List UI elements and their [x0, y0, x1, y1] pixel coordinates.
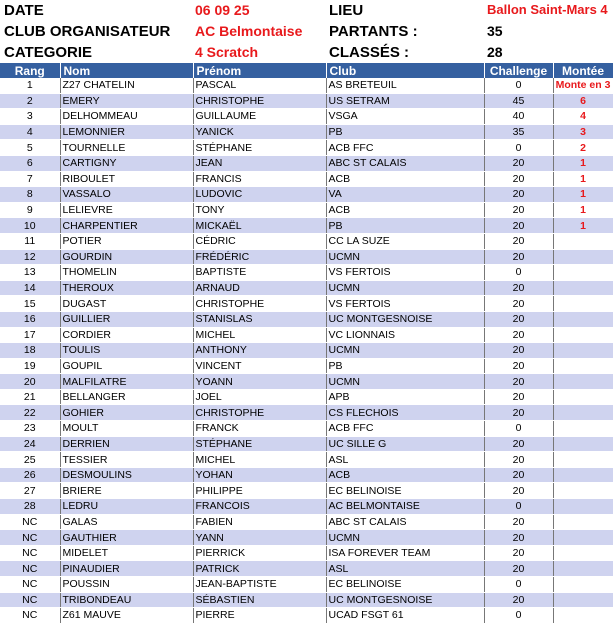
- header-row-category: [0, 44, 613, 65]
- cell-first-name: LUDOVIC: [193, 187, 326, 203]
- cell-club: ACB FFC: [326, 421, 484, 437]
- category-value: 4 Scratch: [195, 44, 259, 60]
- cell-first-name: FRANCOIS: [193, 499, 326, 515]
- cell-first-name: JEAN: [193, 155, 326, 171]
- cell-last-name: THEROUX: [60, 280, 193, 296]
- cell-last-name: GOUPIL: [60, 358, 193, 374]
- cell-first-name: VINCENT: [193, 358, 326, 374]
- cell-montee: [553, 296, 613, 312]
- table-row: [0, 140, 613, 156]
- cell-last-name: EMERY: [60, 93, 193, 109]
- cell-challenge: 20: [484, 171, 553, 187]
- cell-club: AC BELMONTAISE: [326, 499, 484, 515]
- cell-challenge: 0: [484, 499, 553, 515]
- cell-last-name: BELLANGER: [60, 389, 193, 405]
- cell-challenge: 0: [484, 421, 553, 437]
- cell-first-name: CHRISTOPHE: [193, 93, 326, 109]
- cell-first-name: SÉBASTIEN: [193, 592, 326, 608]
- cell-first-name: MICKAËL: [193, 218, 326, 234]
- cell-montee: 1: [553, 171, 613, 187]
- cell-club: CS FLECHOIS: [326, 405, 484, 421]
- cell-club: VS FERTOIS: [326, 265, 484, 281]
- cell-rank: 17: [0, 327, 60, 343]
- cell-challenge: 20: [484, 218, 553, 234]
- cell-last-name: TRIBONDEAU: [60, 592, 193, 608]
- cell-rank: 4: [0, 124, 60, 140]
- cell-montee: [553, 343, 613, 359]
- cell-first-name: JOEL: [193, 389, 326, 405]
- table-row: [0, 405, 613, 421]
- cell-montee: [553, 514, 613, 530]
- cell-challenge: 20: [484, 233, 553, 249]
- table-row: [0, 608, 613, 624]
- cell-challenge: 20: [484, 467, 553, 483]
- cell-last-name: GUILLIER: [60, 311, 193, 327]
- cell-rank: 1: [0, 78, 60, 93]
- cell-rank: 10: [0, 218, 60, 234]
- cell-montee: 4: [553, 109, 613, 125]
- cell-last-name: POTIER: [60, 233, 193, 249]
- cell-montee: [553, 499, 613, 515]
- cell-challenge: 20: [484, 452, 553, 468]
- cell-first-name: CÉDRIC: [193, 233, 326, 249]
- cell-club: ABC ST CALAIS: [326, 155, 484, 171]
- table-row: [0, 421, 613, 437]
- column-header-challenge: Challenge: [484, 63, 553, 78]
- club-label: CLUB ORGANISATEUR: [4, 23, 171, 40]
- cell-last-name: TOULIS: [60, 343, 193, 359]
- cell-montee: [553, 467, 613, 483]
- table-row: [0, 265, 613, 281]
- cell-challenge: 35: [484, 124, 553, 140]
- cell-rank: 19: [0, 358, 60, 374]
- cell-last-name: LELIEVRE: [60, 202, 193, 218]
- cell-club: UCAD FSGT 61: [326, 608, 484, 624]
- cell-challenge: 0: [484, 140, 553, 156]
- cell-club: ASL: [326, 561, 484, 577]
- cell-club: VS FERTOIS: [326, 296, 484, 312]
- cell-montee: 1: [553, 218, 613, 234]
- cell-club: UCMN: [326, 343, 484, 359]
- cell-first-name: CHRISTOPHE: [193, 296, 326, 312]
- cell-last-name: THOMELIN: [60, 265, 193, 281]
- cell-challenge: 20: [484, 280, 553, 296]
- results-body: [0, 78, 613, 623]
- cell-challenge: 20: [484, 343, 553, 359]
- cell-first-name: FRANCIS: [193, 171, 326, 187]
- cell-first-name: PIERRICK: [193, 545, 326, 561]
- club-value: AC Belmontaise: [195, 23, 303, 39]
- table-row: [0, 374, 613, 390]
- cell-last-name: PINAUDIER: [60, 561, 193, 577]
- cell-club: UCMN: [326, 280, 484, 296]
- table-row: [0, 109, 613, 125]
- cell-montee: [553, 265, 613, 281]
- cell-last-name: DESMOULINS: [60, 467, 193, 483]
- cell-club: ACB FFC: [326, 140, 484, 156]
- cell-club: APB: [326, 389, 484, 405]
- cell-last-name: CHARPENTIER: [60, 218, 193, 234]
- cell-last-name: GOURDIN: [60, 249, 193, 265]
- cell-first-name: PHILIPPE: [193, 483, 326, 499]
- cell-rank: 22: [0, 405, 60, 421]
- cell-challenge: 20: [484, 405, 553, 421]
- cell-rank: NC: [0, 608, 60, 624]
- cell-first-name: PIERRE: [193, 608, 326, 624]
- cell-first-name: MICHEL: [193, 452, 326, 468]
- cell-montee: 2: [553, 140, 613, 156]
- table-row: [0, 561, 613, 577]
- cell-montee: [553, 530, 613, 546]
- cell-last-name: TOURNELLE: [60, 140, 193, 156]
- cell-challenge: 20: [484, 358, 553, 374]
- cell-montee: 1: [553, 155, 613, 171]
- table-row: [0, 249, 613, 265]
- cell-rank: 23: [0, 421, 60, 437]
- cell-first-name: ARNAUD: [193, 280, 326, 296]
- cell-last-name: Z27 CHATELIN: [60, 78, 193, 93]
- table-row: [0, 327, 613, 343]
- lieu-value: Ballon Saint-Mars 4: [487, 2, 608, 17]
- cell-challenge: 0: [484, 577, 553, 593]
- cell-club: ACB: [326, 202, 484, 218]
- cell-club: ASL: [326, 452, 484, 468]
- cell-rank: 24: [0, 436, 60, 452]
- cell-challenge: 20: [484, 514, 553, 530]
- table-row: [0, 202, 613, 218]
- table-row: [0, 171, 613, 187]
- cell-rank: 13: [0, 265, 60, 281]
- partants-value: 35: [487, 23, 503, 39]
- cell-rank: 9: [0, 202, 60, 218]
- cell-last-name: Z61 MAUVE: [60, 608, 193, 624]
- cell-rank: NC: [0, 561, 60, 577]
- cell-rank: 3: [0, 109, 60, 125]
- cell-first-name: FABIEN: [193, 514, 326, 530]
- cell-club: UCMN: [326, 530, 484, 546]
- cell-rank: 28: [0, 499, 60, 515]
- table-row: [0, 389, 613, 405]
- cell-last-name: MALFILATRE: [60, 374, 193, 390]
- cell-club: EC BELINOISE: [326, 577, 484, 593]
- cell-rank: 25: [0, 452, 60, 468]
- cell-rank: 14: [0, 280, 60, 296]
- cell-challenge: 0: [484, 265, 553, 281]
- cell-club: VC LIONNAIS: [326, 327, 484, 343]
- table-row: [0, 343, 613, 359]
- cell-montee: 1: [553, 187, 613, 203]
- column-header-nom: Nom: [60, 63, 193, 78]
- cell-last-name: DELHOMMEAU: [60, 109, 193, 125]
- cell-montee: [553, 608, 613, 624]
- cell-club: PB: [326, 218, 484, 234]
- cell-last-name: GAUTHIER: [60, 530, 193, 546]
- cell-rank: NC: [0, 592, 60, 608]
- cell-last-name: DERRIEN: [60, 436, 193, 452]
- cell-montee: Monte en 3: [553, 78, 613, 93]
- cell-challenge: 20: [484, 249, 553, 265]
- cell-last-name: CARTIGNY: [60, 155, 193, 171]
- cell-club: PB: [326, 124, 484, 140]
- classes-label: CLASSÉS :: [329, 44, 410, 61]
- cell-montee: [553, 311, 613, 327]
- table-row: [0, 280, 613, 296]
- cell-last-name: GALAS: [60, 514, 193, 530]
- cell-challenge: 0: [484, 608, 553, 624]
- cell-challenge: 20: [484, 436, 553, 452]
- cell-first-name: ANTHONY: [193, 343, 326, 359]
- cell-last-name: VASSALO: [60, 187, 193, 203]
- cell-club: UCMN: [326, 249, 484, 265]
- cell-rank: 11: [0, 233, 60, 249]
- cell-challenge: 20: [484, 327, 553, 343]
- cell-montee: [553, 389, 613, 405]
- cell-last-name: MOULT: [60, 421, 193, 437]
- cell-rank: NC: [0, 530, 60, 546]
- cell-club: ISA FOREVER TEAM: [326, 545, 484, 561]
- cell-rank: 27: [0, 483, 60, 499]
- cell-montee: [553, 327, 613, 343]
- cell-club: UCMN: [326, 374, 484, 390]
- table-row: [0, 452, 613, 468]
- cell-challenge: 0: [484, 78, 553, 93]
- classes-value: 28: [487, 44, 503, 60]
- header-row-club: [0, 23, 613, 44]
- cell-first-name: STÉPHANE: [193, 436, 326, 452]
- cell-last-name: RIBOULET: [60, 171, 193, 187]
- cell-club: UC SILLE G: [326, 436, 484, 452]
- cell-rank: NC: [0, 545, 60, 561]
- cell-rank: 16: [0, 311, 60, 327]
- cell-rank: 5: [0, 140, 60, 156]
- cell-first-name: MICHEL: [193, 327, 326, 343]
- cell-first-name: FRÉDÉRIC: [193, 249, 326, 265]
- cell-first-name: YANN: [193, 530, 326, 546]
- cell-challenge: 20: [484, 545, 553, 561]
- cell-montee: [553, 483, 613, 499]
- table-row: [0, 545, 613, 561]
- cell-challenge: 20: [484, 202, 553, 218]
- cell-last-name: POUSSIN: [60, 577, 193, 593]
- lieu-label: LIEU: [329, 2, 364, 19]
- cell-club: VA: [326, 187, 484, 203]
- cell-rank: 2: [0, 93, 60, 109]
- table-row: [0, 155, 613, 171]
- cell-rank: 20: [0, 374, 60, 390]
- cell-rank: NC: [0, 514, 60, 530]
- cell-club: AS BRETEUIL: [326, 78, 484, 93]
- cell-montee: [553, 452, 613, 468]
- column-header-montee: Montée: [553, 63, 613, 78]
- cell-first-name: YOHAN: [193, 467, 326, 483]
- cell-rank: 7: [0, 171, 60, 187]
- table-row: [0, 530, 613, 546]
- cell-montee: [553, 421, 613, 437]
- table-row: [0, 514, 613, 530]
- cell-challenge: 20: [484, 389, 553, 405]
- table-row: [0, 467, 613, 483]
- cell-montee: [553, 577, 613, 593]
- table-row: [0, 78, 613, 93]
- cell-montee: 6: [553, 93, 613, 109]
- cell-last-name: TESSIER: [60, 452, 193, 468]
- cell-rank: 12: [0, 249, 60, 265]
- cell-club: US SETRAM: [326, 93, 484, 109]
- cell-last-name: GOHIER: [60, 405, 193, 421]
- date-value: 06 09 25: [195, 2, 250, 18]
- cell-first-name: GUILLAUME: [193, 109, 326, 125]
- cell-challenge: 20: [484, 374, 553, 390]
- cell-montee: [553, 436, 613, 452]
- cell-club: EC BELINOISE: [326, 483, 484, 499]
- cell-rank: 6: [0, 155, 60, 171]
- cell-last-name: BRIERE: [60, 483, 193, 499]
- cell-rank: 18: [0, 343, 60, 359]
- cell-challenge: 20: [484, 592, 553, 608]
- table-row: [0, 592, 613, 608]
- cell-club: PB: [326, 358, 484, 374]
- cell-first-name: STANISLAS: [193, 311, 326, 327]
- cell-challenge: 20: [484, 311, 553, 327]
- cell-first-name: PASCAL: [193, 78, 326, 93]
- cell-challenge: 20: [484, 530, 553, 546]
- cell-montee: [553, 358, 613, 374]
- table-row: [0, 187, 613, 203]
- table-row: [0, 233, 613, 249]
- cell-montee: [553, 561, 613, 577]
- cell-challenge: 20: [484, 561, 553, 577]
- cell-first-name: YOANN: [193, 374, 326, 390]
- partants-label: PARTANTS :: [329, 23, 418, 40]
- cell-rank: NC: [0, 577, 60, 593]
- cell-rank: 21: [0, 389, 60, 405]
- cell-first-name: BAPTISTE: [193, 265, 326, 281]
- table-row: [0, 436, 613, 452]
- cell-first-name: FRANCK: [193, 421, 326, 437]
- cell-challenge: 20: [484, 483, 553, 499]
- cell-first-name: YANICK: [193, 124, 326, 140]
- table-row: [0, 218, 613, 234]
- table-row: [0, 483, 613, 499]
- cell-last-name: CORDIER: [60, 327, 193, 343]
- cell-club: ACB: [326, 467, 484, 483]
- cell-club: UC MONTGESNOISE: [326, 592, 484, 608]
- cell-first-name: TONY: [193, 202, 326, 218]
- cell-montee: [553, 374, 613, 390]
- cell-club: VSGA: [326, 109, 484, 125]
- table-row: [0, 358, 613, 374]
- date-label: DATE: [4, 2, 44, 19]
- column-header-rang: Rang: [0, 63, 60, 78]
- cell-montee: [553, 233, 613, 249]
- cell-challenge: 45: [484, 93, 553, 109]
- table-row: [0, 577, 613, 593]
- cell-club: ABC ST CALAIS: [326, 514, 484, 530]
- table-row: [0, 124, 613, 140]
- column-header-club: Club: [326, 63, 484, 78]
- cell-challenge: 20: [484, 155, 553, 171]
- cell-montee: 3: [553, 124, 613, 140]
- cell-club: CC LA SUZE: [326, 233, 484, 249]
- cell-club: UC MONTGESNOISE: [326, 311, 484, 327]
- cell-rank: 15: [0, 296, 60, 312]
- table-row: [0, 311, 613, 327]
- cell-rank: 8: [0, 187, 60, 203]
- header-row-date: [0, 2, 613, 23]
- cell-montee: 1: [553, 202, 613, 218]
- cell-first-name: CHRISTOPHE: [193, 405, 326, 421]
- table-row: [0, 499, 613, 515]
- cell-first-name: JEAN-BAPTISTE: [193, 577, 326, 593]
- cell-challenge: 20: [484, 187, 553, 203]
- table-header-row: [0, 63, 613, 78]
- cell-first-name: PATRICK: [193, 561, 326, 577]
- cell-first-name: STÉPHANE: [193, 140, 326, 156]
- table-row: [0, 296, 613, 312]
- cell-last-name: MIDELET: [60, 545, 193, 561]
- cell-last-name: DUGAST: [60, 296, 193, 312]
- cell-club: ACB: [326, 171, 484, 187]
- cell-last-name: LEDRU: [60, 499, 193, 515]
- cell-rank: 26: [0, 467, 60, 483]
- cell-montee: [553, 405, 613, 421]
- category-label: CATEGORIE: [4, 44, 93, 61]
- cell-montee: [553, 592, 613, 608]
- cell-last-name: LEMONNIER: [60, 124, 193, 140]
- results-table: [0, 63, 613, 624]
- table-row: [0, 93, 613, 109]
- cell-montee: [553, 545, 613, 561]
- cell-challenge: 40: [484, 109, 553, 125]
- cell-challenge: 20: [484, 296, 553, 312]
- cell-montee: [553, 280, 613, 296]
- cell-montee: [553, 249, 613, 265]
- column-header-prenom: Prénom: [193, 63, 326, 78]
